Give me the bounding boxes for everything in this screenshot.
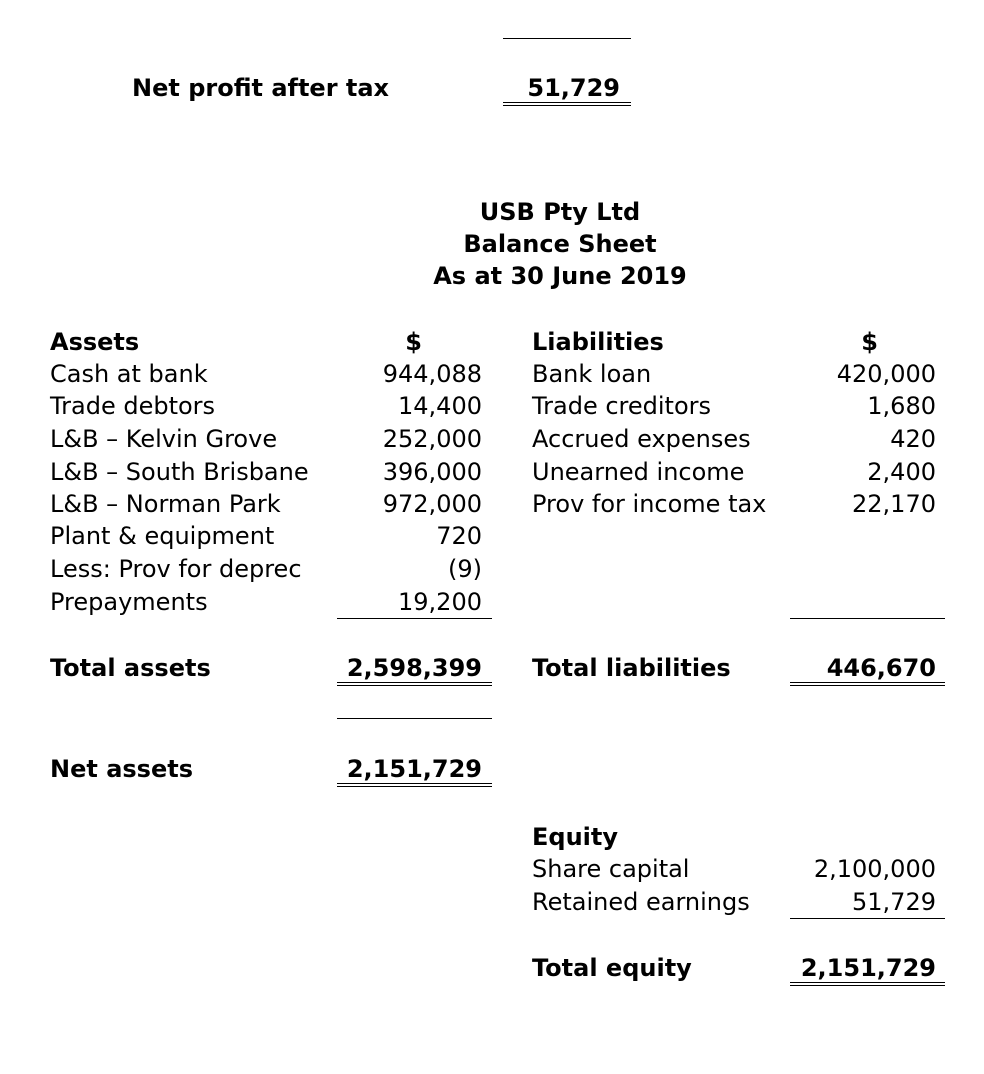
asset-label: L&B – South Brisbane [50,458,309,486]
report-title: Balance Sheet [463,230,657,258]
equity-value: 51,729 [852,888,936,916]
company-name: USB Pty Ltd [479,198,641,226]
total-liabilities-label: Total liabilities [532,654,731,682]
total-assets-label: Total assets [50,654,211,682]
net-assets-value: 2,151,729 [346,755,482,783]
asset-value: 944,088 [382,360,482,388]
equity-label: Retained earnings [532,888,750,916]
equity-value: 2,100,000 [813,855,936,883]
assets-heading: Assets [50,328,140,356]
asset-value: 720 [436,522,482,550]
liabilities-subtotal-rule [790,618,945,619]
liability-label: Accrued expenses [532,425,751,453]
liability-value: 420,000 [836,360,936,388]
asset-label: Prepayments [50,588,208,616]
net-assets-top-rule [337,718,492,719]
asset-value: 972,000 [382,490,482,518]
liabilities-currency: $ [861,328,878,356]
asset-label: L&B – Kelvin Grove [50,425,278,453]
net-assets-double-rule [337,783,492,787]
liability-label: Prov for income tax [532,490,767,518]
asset-value: 252,000 [382,425,482,453]
equity-label: Share capital [532,855,690,883]
liability-label: Unearned income [532,458,745,486]
total-equity-label: Total equity [532,954,692,982]
total-assets-value: 2,598,399 [346,654,482,682]
liability-label: Trade creditors [532,392,712,420]
net-assets-label: Net assets [50,755,193,783]
asset-value: (9) [448,555,482,583]
net-profit-double-rule [503,102,631,106]
liability-label: Bank loan [532,360,652,388]
total-equity-value: 2,151,729 [800,954,936,982]
asset-label: L&B – Norman Park [50,490,281,518]
total-liabilities-double-rule [790,682,945,686]
liability-value: 22,170 [852,490,936,518]
asset-label: Cash at bank [50,360,208,388]
assets-currency: $ [405,328,422,356]
asset-label: Plant & equipment [50,522,275,550]
equity-heading: Equity [532,823,619,851]
report-date: As at 30 June 2019 [433,262,687,290]
asset-value: 396,000 [382,458,482,486]
equity-subtotal-rule [790,918,945,919]
total-liabilities-value: 446,670 [826,654,936,682]
net-profit-top-rule [503,38,631,39]
asset-value: 14,400 [398,392,482,420]
liability-value: 1,680 [867,392,936,420]
total-assets-double-rule [337,682,492,686]
net-profit-label: Net profit after tax [132,74,390,102]
liability-value: 420 [890,425,936,453]
total-equity-double-rule [790,982,945,986]
asset-label: Less: Prov for deprec [50,555,302,583]
assets-subtotal-rule [337,618,492,619]
asset-value: 19,200 [398,588,482,616]
asset-label: Trade debtors [50,392,216,420]
liability-value: 2,400 [867,458,936,486]
net-profit-value: 51,729 [527,74,620,102]
liabilities-heading: Liabilities [532,328,664,356]
